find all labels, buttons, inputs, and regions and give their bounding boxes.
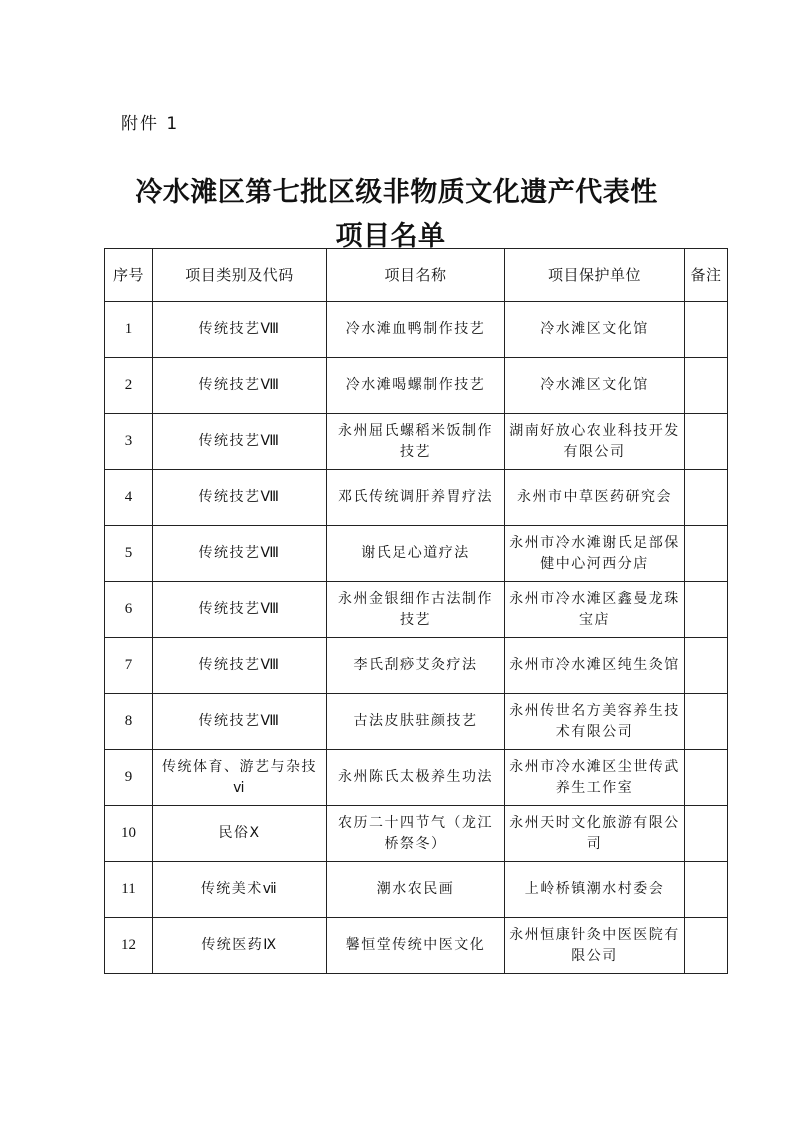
cell-project-name: 邓氏传统调肝养胃疗法 — [327, 470, 505, 526]
cell-remark — [685, 694, 728, 750]
cell-serial-number: 10 — [105, 806, 153, 862]
cell-category: 传统体育、游艺与杂技ⅵ — [153, 750, 327, 806]
cell-serial-number: 1 — [105, 302, 153, 358]
cell-protection-unit: 冷水滩区文化馆 — [505, 302, 685, 358]
cell-protection-unit: 上岭桥镇潮水村委会 — [505, 862, 685, 918]
cell-protection-unit: 永州市冷水滩谢氏足部保健中心河西分店 — [505, 526, 685, 582]
cell-category: 传统技艺Ⅷ — [153, 526, 327, 582]
cell-project-name: 潮水农民画 — [327, 862, 505, 918]
cell-category: 传统技艺Ⅷ — [153, 582, 327, 638]
cell-protection-unit: 永州恒康针灸中医医院有限公司 — [505, 918, 685, 974]
header-protection-unit: 项目保护单位 — [505, 249, 685, 302]
cell-protection-unit: 冷水滩区文化馆 — [505, 358, 685, 414]
attachment-label: 附件 1 — [121, 114, 180, 134]
table-row — [105, 806, 728, 862]
cell-serial-number: 3 — [105, 414, 153, 470]
cell-serial-number: 8 — [105, 694, 153, 750]
cell-remark — [685, 638, 728, 694]
cell-protection-unit: 永州市冷水滩区鑫曼龙珠宝店 — [505, 582, 685, 638]
header-remark: 备注 — [685, 249, 728, 302]
cell-protection-unit: 永州传世名方美容养生技术有限公司 — [505, 694, 685, 750]
table-row — [105, 582, 728, 638]
cell-category: 传统技艺Ⅷ — [153, 470, 327, 526]
table-row — [105, 526, 728, 582]
table-row — [105, 414, 728, 470]
cell-category: 传统技艺Ⅷ — [153, 694, 327, 750]
cell-serial-number: 6 — [105, 582, 153, 638]
cell-remark — [685, 526, 728, 582]
table-header-row — [105, 249, 728, 302]
cell-serial-number: 12 — [105, 918, 153, 974]
cell-remark — [685, 582, 728, 638]
cell-category: 传统医药Ⅸ — [153, 918, 327, 974]
cell-project-name: 冷水滩喝螺制作技艺 — [327, 358, 505, 414]
cell-serial-number: 4 — [105, 470, 153, 526]
cell-protection-unit: 永州市冷水滩区纯生灸馆 — [505, 638, 685, 694]
cell-project-name: 李氏刮痧艾灸疗法 — [327, 638, 505, 694]
cell-project-name: 永州陈氏太极养生功法 — [327, 750, 505, 806]
cell-project-name: 农历二十四节气（龙江桥祭冬） — [327, 806, 505, 862]
cell-protection-unit: 湖南好放心农业科技开发有限公司 — [505, 414, 685, 470]
cell-serial-number: 7 — [105, 638, 153, 694]
cell-protection-unit: 永州市冷水滩区尘世传武养生工作室 — [505, 750, 685, 806]
header-category: 项目类别及代码 — [153, 249, 327, 302]
cell-serial-number: 2 — [105, 358, 153, 414]
cell-remark — [685, 302, 728, 358]
cell-project-name: 永州金银细作古法制作技艺 — [327, 582, 505, 638]
table-row — [105, 358, 728, 414]
cell-project-name: 冷水滩血鸭制作技艺 — [327, 302, 505, 358]
table-row — [105, 694, 728, 750]
document-title-line-2: 项目名单 — [335, 221, 446, 252]
table-row — [105, 918, 728, 974]
cell-serial-number: 5 — [105, 526, 153, 582]
cell-remark — [685, 862, 728, 918]
cell-serial-number: 11 — [105, 862, 153, 918]
cell-remark — [685, 806, 728, 862]
cell-remark — [685, 358, 728, 414]
document-title-line-1: 冷水滩区第七批区级非物质文化遗产代表性 — [135, 177, 658, 208]
cell-project-name: 永州屈氏螺稻米饭制作技艺 — [327, 414, 505, 470]
cell-remark — [685, 470, 728, 526]
cell-category: 传统技艺Ⅷ — [153, 302, 327, 358]
header-serial-number: 序号 — [105, 249, 153, 302]
table-row — [105, 750, 728, 806]
heritage-project-table — [104, 248, 728, 974]
cell-remark — [685, 918, 728, 974]
cell-category: 传统技艺Ⅷ — [153, 638, 327, 694]
cell-project-name: 馨恒堂传统中医文化 — [327, 918, 505, 974]
cell-category: 传统美术ⅶ — [153, 862, 327, 918]
table-row — [105, 302, 728, 358]
cell-protection-unit: 永州天时文化旅游有限公司 — [505, 806, 685, 862]
cell-category: 传统技艺Ⅷ — [153, 414, 327, 470]
cell-protection-unit: 永州市中草医药研究会 — [505, 470, 685, 526]
cell-category: 传统技艺Ⅷ — [153, 358, 327, 414]
cell-category: 民俗Ⅹ — [153, 806, 327, 862]
cell-project-name: 古法皮肤驻颜技艺 — [327, 694, 505, 750]
cell-serial-number: 9 — [105, 750, 153, 806]
cell-remark — [685, 414, 728, 470]
cell-project-name: 谢氏足心道疗法 — [327, 526, 505, 582]
header-project-name: 项目名称 — [327, 249, 505, 302]
table-row — [105, 638, 728, 694]
table-row — [105, 470, 728, 526]
table-row — [105, 862, 728, 918]
cell-remark — [685, 750, 728, 806]
